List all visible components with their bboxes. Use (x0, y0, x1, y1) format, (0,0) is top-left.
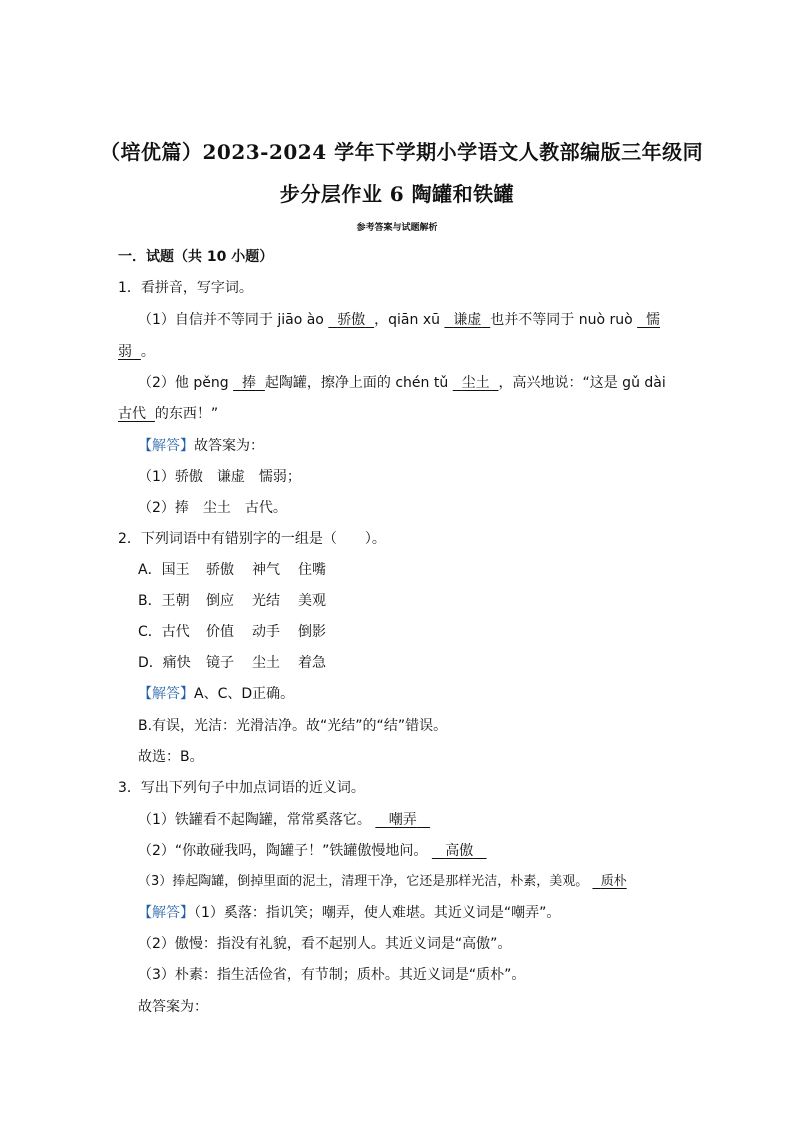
q3-answer-3: 质朴 (600, 874, 627, 889)
q1-item1-text-a: （1）自信并不等同于 jiāo ào (138, 312, 324, 328)
q1-answer-tag: 【解答】 (138, 438, 194, 454)
q1-item1-text-e: 也并不等同于 nuò ruò (490, 312, 633, 328)
q3-answer-tag: 【解答】 (138, 905, 194, 921)
q3-blank-3 (592, 874, 626, 889)
q2-option-a-word4: 住嘴 (298, 562, 326, 578)
q1-stem: 1．看拼音，写字词。 (118, 280, 253, 296)
q2-option-c-word3: 动手 (252, 624, 280, 640)
q1-blank-jiaoao (328, 312, 374, 328)
q1-answer-label (138, 436, 264, 456)
q2-answer-text: A、C、D正确。 (194, 686, 295, 702)
q2-answer-tag: 【解答】 (138, 686, 194, 702)
q2-option-d-word2: 镜子 (206, 655, 234, 671)
q1-item1-end: 。 (140, 344, 155, 360)
q1-answer-gudai: 古代 (118, 406, 146, 422)
q3-answer-2: 高傲 (445, 843, 474, 859)
q3-explanation-2: （2）傲慢：指没有礼貌，看不起别人。其近义词是“高傲”。 (138, 936, 512, 952)
q2-answer (138, 684, 294, 704)
q3-explanation-1-text: （1）奚落：指讥笑；嘲弄，使人难堪。其近义词是“嘲弄”。 (194, 905, 561, 921)
q2-stem: 2．下列词语中有错别字的一组是（ ）。 (118, 531, 386, 547)
q3-sentence-3 (138, 872, 627, 892)
q1-answer-chentu: 尘土 (461, 375, 490, 391)
q3-sentence-2-text: （2）“你敢碰我吗，陶罐子！”铁罐傲慢地问。 (138, 843, 428, 859)
q2-explanation: B.有误，光洁：光滑洁净。故“光结”的“结”错误。 (138, 718, 448, 734)
q3-answer-1: 嘲弄 (388, 812, 417, 828)
q1-answer-peng: 捧 (241, 375, 256, 391)
q3-sentence-2 (138, 841, 487, 861)
q2-option-d-word4: 着急 (298, 655, 326, 671)
title-line-1: （培优篇）2023-2024 学年下学期小学语文人教部编版三年级同 (100, 140, 704, 164)
q2-choice: 故选：B。 (138, 749, 204, 765)
q1-answer-intro: 故答案为： (194, 438, 264, 454)
answer-subtitle: 参考答案与试题解析 (356, 223, 438, 233)
q1-item1-text-c: ，qiān xū (374, 312, 440, 328)
q1-blank-chentu (453, 375, 499, 391)
section-heading: 一．试题（共 10 小题） (118, 249, 274, 265)
q1-answer-nuoruo-part1: 懦 (646, 312, 661, 328)
q1-item2-text-e: ，高兴地说：“这是 gǔ dài (498, 375, 666, 391)
q3-blank-2 (432, 843, 487, 859)
q1-answer-nuoruo-part2: 弱 (118, 344, 132, 360)
q2-option-b-word1: B．王朝 (138, 593, 190, 609)
q2-option-c-word1: C．古代 (138, 624, 190, 640)
q1-answer-jiaoao: 骄傲 (337, 312, 366, 328)
q3-stem: 3．写出下列句子中加点词语的近义词。 (118, 780, 365, 796)
q3-final-label: 故答案为： (138, 999, 208, 1015)
q2-option-c (138, 622, 344, 642)
q1-item2-end: 的东西！” (154, 406, 219, 422)
q2-option-b-word3: 光结 (252, 593, 280, 609)
q2-option-a-word2: 骄傲 (206, 562, 234, 578)
q1-blank-nuoruo-cont (118, 344, 141, 360)
q2-option-a (138, 560, 344, 580)
q1-item1 (138, 310, 660, 330)
q2-option-d-word1: D．痛快 (138, 655, 191, 671)
q3-blank-1 (375, 812, 430, 828)
q2-option-b-word4: 美观 (298, 593, 326, 609)
q1-blank-qianxu (444, 312, 490, 328)
title-line-2: 步分层作业 6 陶罐和铁罐 (279, 182, 515, 206)
q2-option-b (138, 591, 344, 611)
q1-answer-qianxu: 谦虚 (453, 312, 482, 328)
q1-blank-gudai (118, 406, 155, 422)
q3-sentence-1 (138, 810, 430, 830)
q3-explanation-1 (138, 903, 560, 923)
q1-item2-cont (118, 404, 218, 424)
q1-blank-nuoruo (637, 312, 660, 328)
q1-item2-text-a: （2）他 pěng (138, 375, 229, 391)
q1-answer-2: （2）捧 尘土 古代。 (138, 500, 287, 516)
q1-item2 (138, 373, 666, 393)
q2-option-b-word2: 倒应 (206, 593, 234, 609)
q2-option-d (138, 653, 344, 673)
q1-item1-cont (118, 342, 155, 362)
q3-explanation-3: （3）朴素：指生活俭省，有节制；质朴。其近义词是“质朴”。 (138, 967, 526, 983)
q2-option-a-word3: 神气 (252, 562, 280, 578)
q1-answer-1: （1）骄傲 谦虚 懦弱； (138, 469, 301, 485)
q2-option-c-word4: 倒影 (298, 624, 326, 640)
q2-option-d-word3: 尘土 (252, 655, 280, 671)
q3-sentence-3-text: （3）捧起陶罐，倒掉里面的泥土，清理干净，它还是那样光洁，朴素，美观。 (138, 874, 589, 889)
q1-item2-text-c: 起陶罐，擦净上面的 chén tǔ (264, 375, 449, 391)
q2-option-c-word2: 价值 (206, 624, 234, 640)
q1-blank-peng (233, 375, 265, 391)
q3-sentence-1-text: （1）铁罐看不起陶罐，常常奚落它。 (138, 812, 371, 828)
q2-option-a-word1: A．国王 (138, 562, 190, 578)
